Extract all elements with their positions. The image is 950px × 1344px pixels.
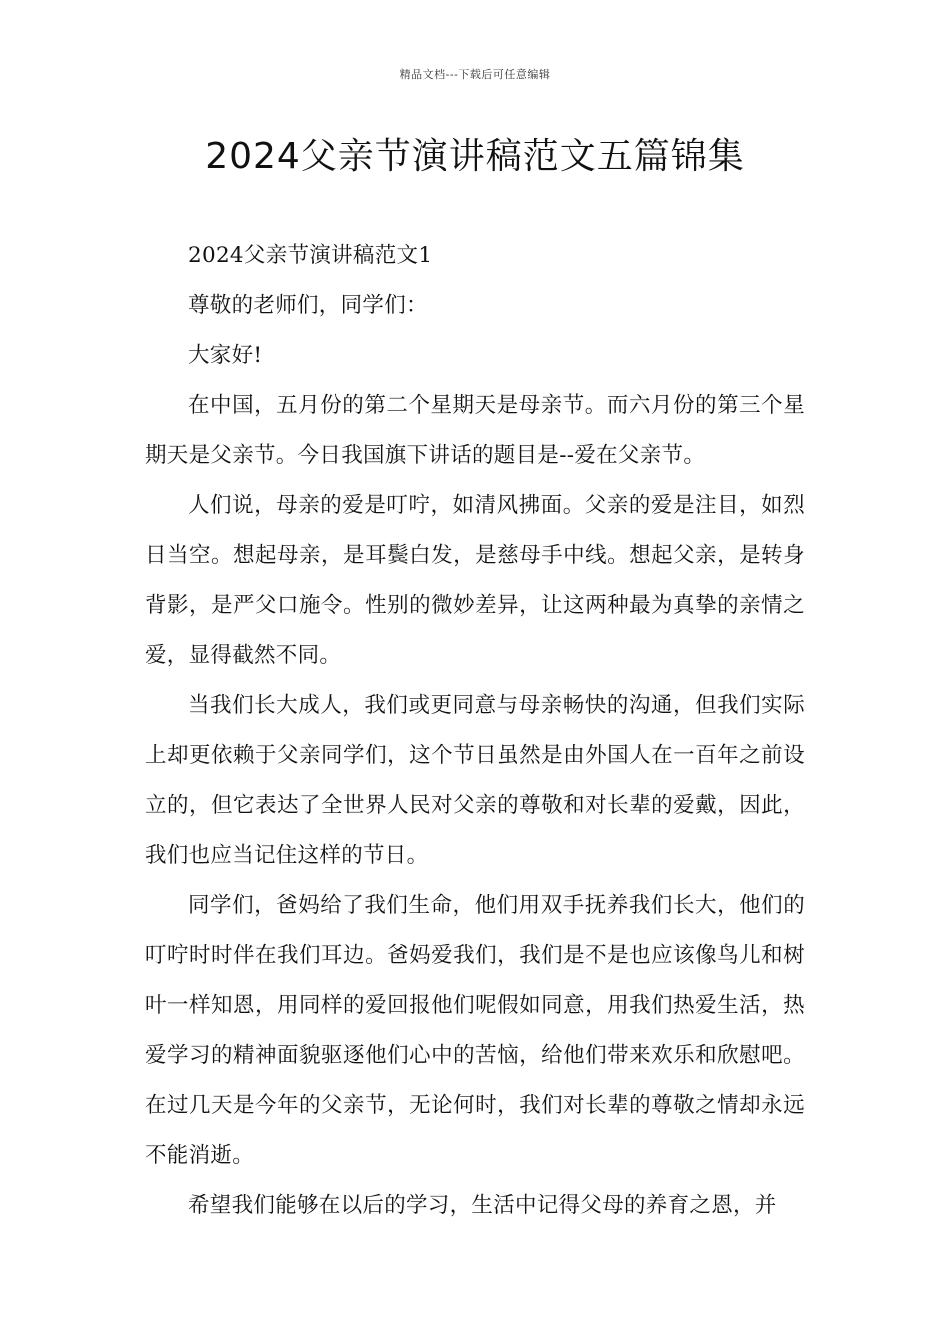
paragraph: 希望我们能够在以后的学习，生活中记得父母的养育之恩，并 [188,1193,777,1218]
section-heading: 2024父亲节演讲稿范文1 [188,243,433,268]
header-note: 精品文档---下载后可任意编辑 [399,68,551,81]
document-title: 2024父亲节演讲稿范文五篇锦集 [205,136,745,177]
paragraph: 同学们，爸妈给了我们生命，他们用双手抚养我们长大，他们的叮咛时时伴在我们耳边。爸妈爱我们，我们是不是也应该像鸟儿和树叶一样知恩，用同样的爱回报他们呢假如同意，用我们热爱生活，热爱学习的精神面貌驱逐他们心中的苦恼，给他们带来欢乐和欣慰吧。在过几天是今年的父亲节，无论何时，我们对长辈的尊敬之情却永远不能消逝。 [145,893,805,1168]
paragraph: 当我们长大成人，我们或更同意与母亲畅快的沟通，但我们实际上却更依赖于父亲同学们，这个节日虽然是由外国人在一百年之前设立的，但它表达了全世界人民对父亲的尊敬和对长辈的爱戴，因此，我们也应当记住这样的节日。 [145,693,805,868]
salutation: 尊敬的老师们，同学们： [188,293,428,318]
paragraph: 人们说，母亲的爱是叮咛，如清风拂面。父亲的爱是注目，如烈日当空。想起母亲，是耳鬓白发，是慈母手中线。想起父亲，是转身背影，是严父口施令。性别的微妙差异，让这两种最为真挚的亲情之爱，显得截然不同。 [145,493,805,668]
greeting: 大家好! [188,343,263,368]
document-body [145,231,805,1231]
paragraph: 在中国，五月份的第二个星期天是母亲节。而六月份的第三个星期天是父亲节。今日我国旗下讲话的题目是--爱在父亲节。 [145,393,805,468]
